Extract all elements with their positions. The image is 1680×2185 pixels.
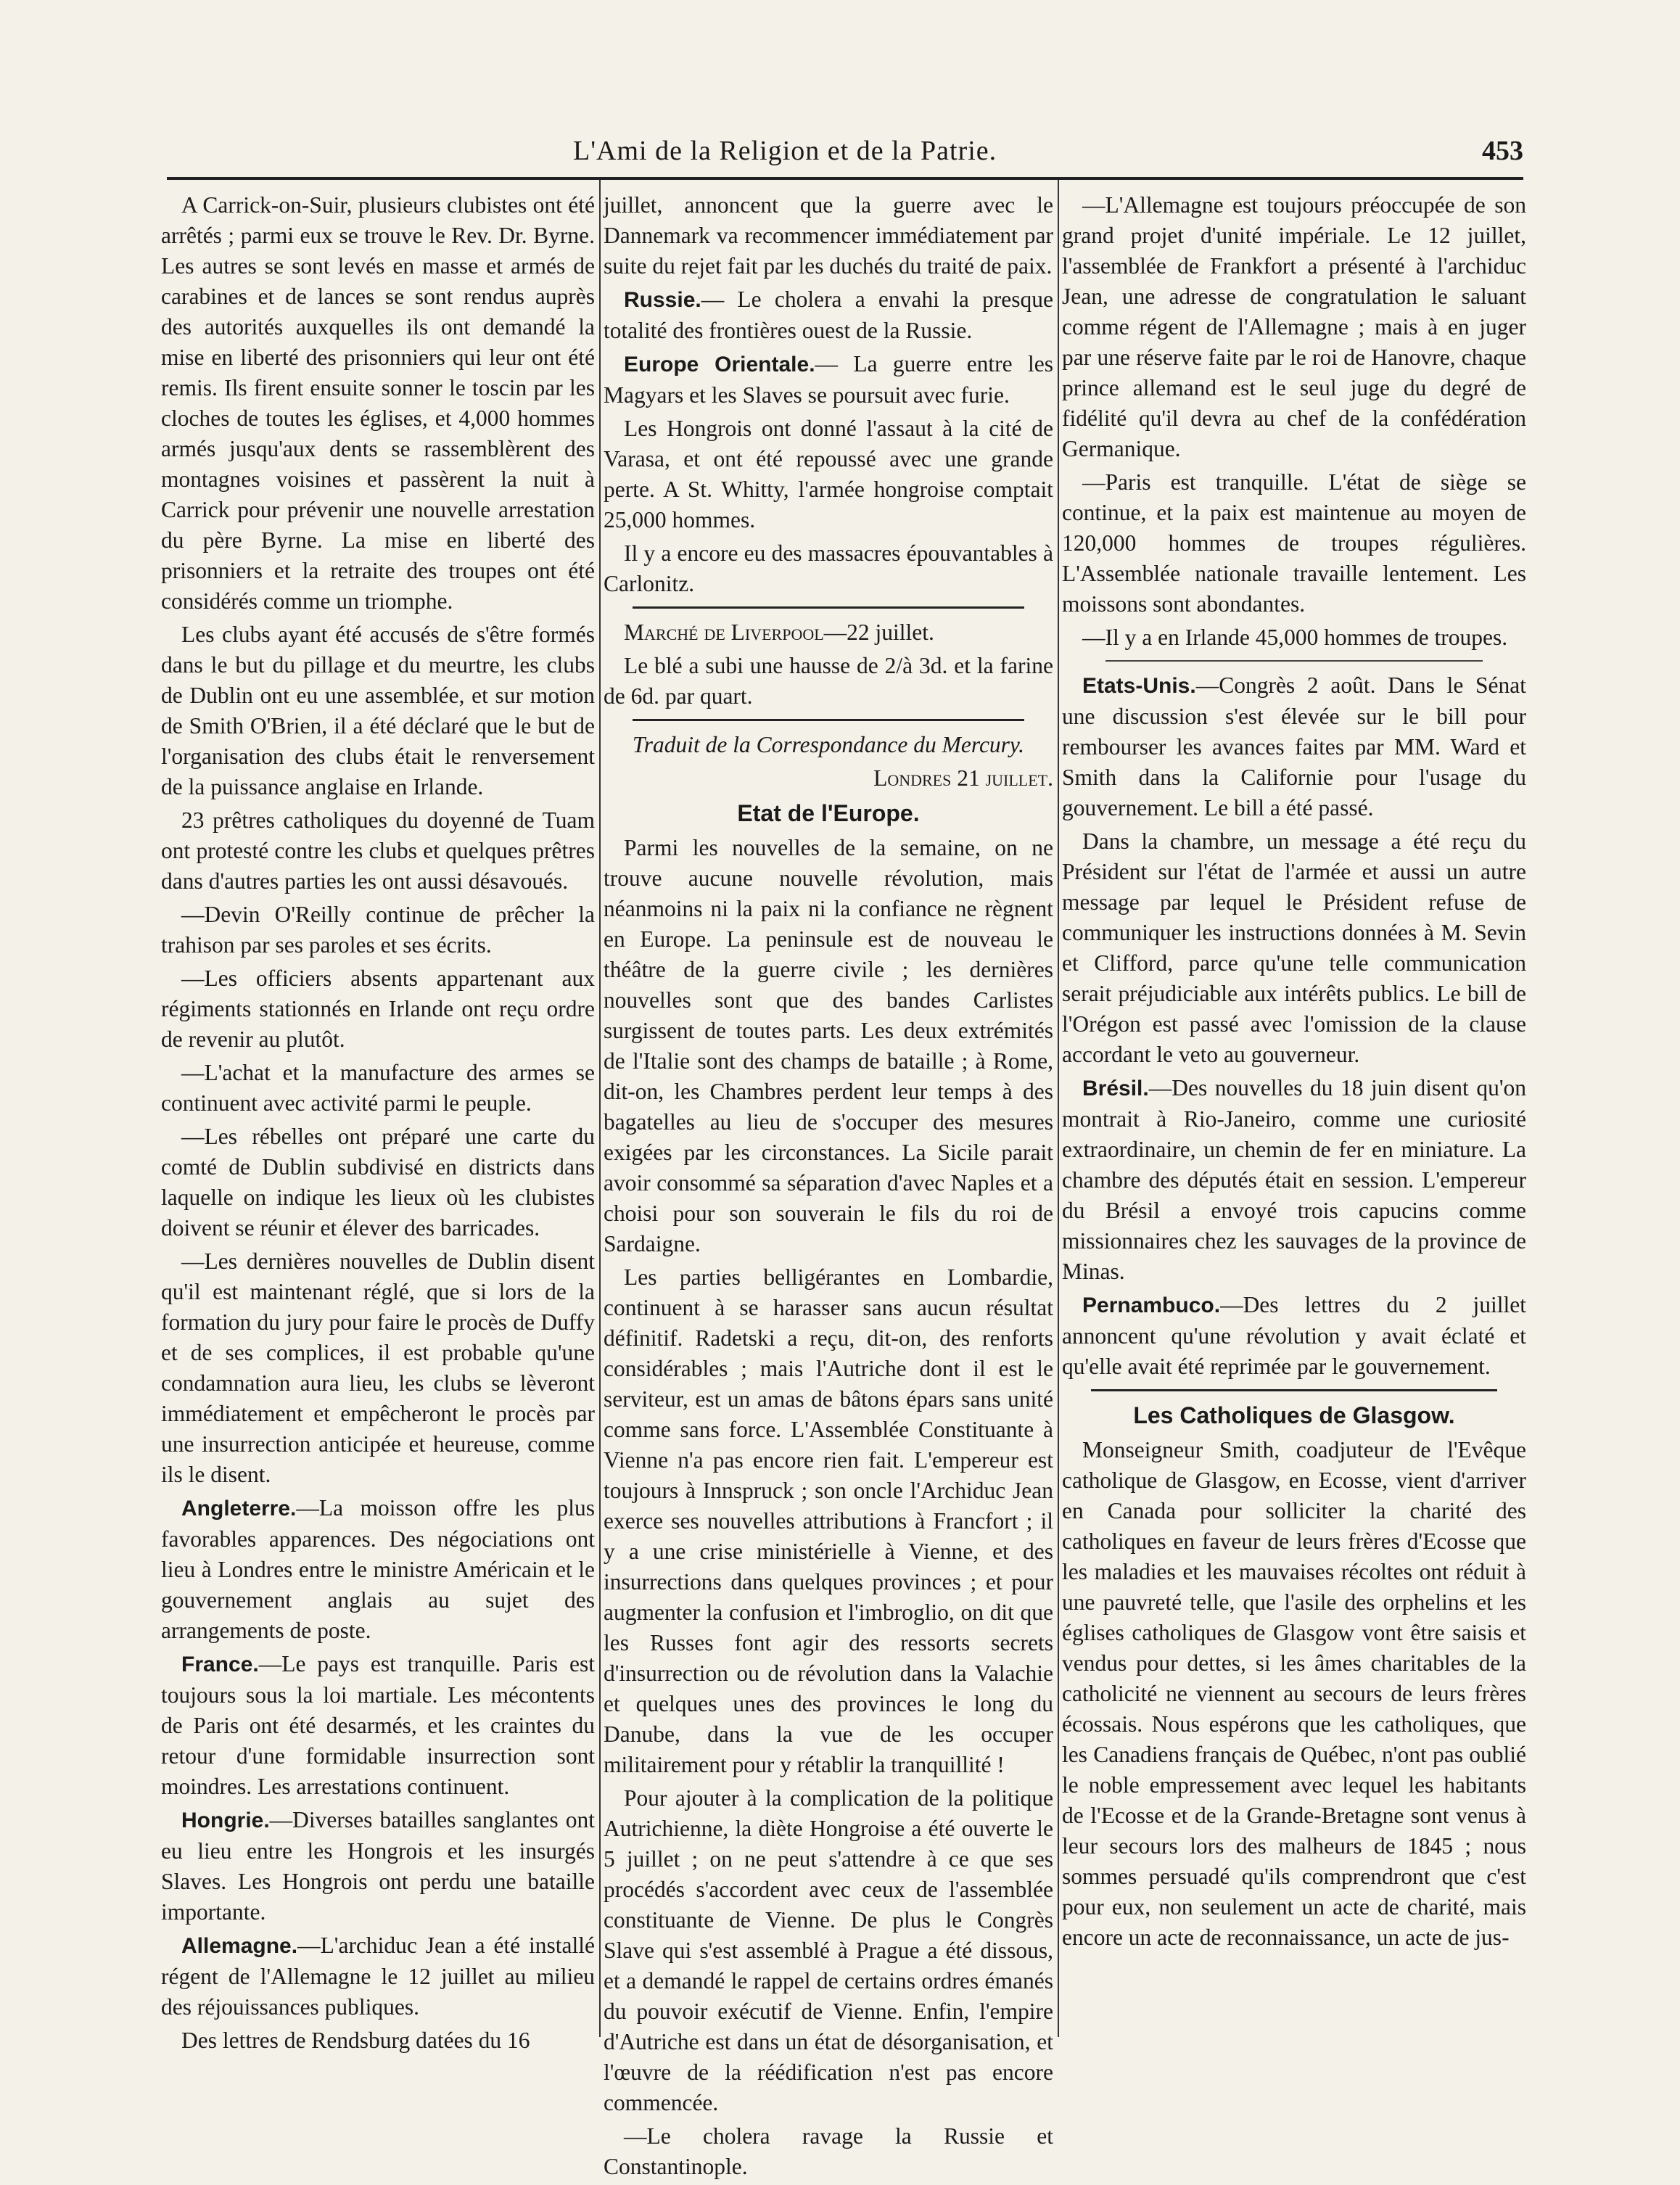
column-2 (604, 190, 1053, 2185)
market-date: —22 juillet. (823, 620, 934, 645)
section-heading: Europe Orientale. (624, 353, 815, 376)
paragraph: Les Hongrois ont donné l'assaut à la cité de Varasa, et ont été repoussé avec une grande perte. A St. Whitty, l'armée hongroise comptait 25,000 hommes. (604, 416, 1053, 532)
market-report (604, 617, 1053, 648)
section-rule (1105, 660, 1483, 662)
paragraph: —Il y a en Irlande 45,000 hommes de troupes. (1082, 625, 1508, 650)
market-heading: Marché de Liverpool (624, 620, 824, 645)
column-divider (599, 180, 601, 2037)
dateline: Londres 21 juillet. (873, 765, 1053, 791)
paragraph: Des lettres de Rendsburg datées du 16 (181, 2028, 530, 2053)
news-item-allemagne (161, 1930, 595, 2023)
news-item-bresil (1062, 1073, 1526, 1287)
news-text: — La guerre entre les Magyars et les Slaves se poursuit avec furie. (604, 351, 1053, 408)
news-text: —Diverses batailles sanglantes ont eu lieu entre les Hongrois et les insurgés Slaves. Les Hongrois ont perdu une bataille importante. (161, 1807, 595, 1925)
section-heading: Russie. (624, 288, 701, 312)
paragraph: Monseigneur Smith, coadjuteur de l'Evêque catholique de Glasgow, en Ecosse, vient d'arriver en Canada pour solliciter la charité des catholiques en faveur de leurs frères d'Ecosse que les maladies et les mauvaises récoltes ont réduit à une pauvreté telle, que l'asile des orphelins et les églises catholiques de Glasgow vont être saisis et vendus pour dettes, si les âmes charitables de la catholicité ne viennent au secours de leurs frères écossais. Nous espérons que les catholiques, que les Canadiens français de Québec, n'ont pas oublié le noble empressement avec lequel les habitants de l'Ecosse et de la Grande-Bretagne sont venus à leur secours lors des malheurs de 1845 ; nous sommes persuadé qu'ils comprendront que c'est pour eux, non seulement un acte de charité, mais encore un acte de reconnaissance, un acte de jus- (1062, 1437, 1526, 1950)
page-header (167, 135, 1523, 171)
section-heading: Pernambuco. (1082, 1293, 1221, 1317)
news-item-angleterre (161, 1493, 595, 1646)
paragraph: Pour ajouter à la complication de la politique Autrichienne, la diète Hongroise a été ouverte le 5 juillet ; on ne peut s'attendre à ce que ses procédés s'accordent avec ceux de l'assemblée constituante de Vienne. De plus le Congrès Slave qui s'est assemblé à Prague a été dissous, et a demandé le rappel de certains ordres émanés du pouvoir exécutif de Vienne. Enfin, l'empire d'Autriche est dans un état de désorganisation, et l'œuvre de la réédification n'est pas encore commencée. (604, 1785, 1053, 2115)
news-text: —Congrès 2 août. Dans le Sénat une discussion s'est élevée sur le bill pour rembourser les avances faites par MM. Ward et Smith dans la Californie pour l'usage du gouvernement. Le bill a été passé. (1062, 672, 1526, 820)
column-divider (1058, 180, 1059, 2037)
section-heading: Etats-Unis. (1082, 674, 1196, 698)
header-rule (167, 177, 1523, 180)
paragraph: —Paris est tranquille. L'état de siège se continue, et la paix est maintenue au moyen de 120,000 hommes de troupes régulières. L'Assemblée nationale travaille lentement. Les moissons sont abondantes. (1062, 469, 1526, 617)
paragraph: —Les officiers absents appartenant aux régiments stationnés en Irlande ont reçu ordre de revenir au plutôt. (161, 966, 595, 1052)
news-item-etats-unis (1062, 670, 1526, 823)
paragraph: Dans la chambre, un message a été reçu du Président sur l'état de l'armée et aussi un autre message par lequel le Président refuse de communiquer les instructions données à M. Sevin et Clifford, parce qu'une telle communication serait préjudiciable aux intérêts publics. Le bill de l'Orégon est passé avec l'omission de la clause accordant le veto au gouverneur. (1062, 828, 1526, 1067)
news-item-hongrie (161, 1805, 595, 1927)
news-text: —La moisson offre les plus favorables apparences. Des négociations ont lieu à Londres entre le ministre Américain et le gouvernement anglais au sujet des arrangements de poste. (161, 1495, 595, 1643)
news-text: —L'archiduc Jean a été installé régent de l'Allemagne le 12 juillet au milieu des réjouissances publiques. (161, 1933, 595, 2020)
news-item-russie (604, 284, 1053, 346)
paragraph: Les parties belligérantes en Lombardie, continuent à se harasser sans aucun résultat définitif. Radetski a reçu, dit-on, des renforts considérables ; mais l'Autriche dont il est le serviteur, est un amas de bâtons épars sans unité comme sans force. L'Assemblée Constituante à Vienne n'a pas encore rien fait. L'empereur est toujours à Innspruck ; son oncle l'Archiduc Jean exerce ses nouvelles attributions à Francfort ; il y a une crise ministérielle à Vienne, et des insurrections dans quelques provinces ; et pour augmenter la confusion et l'imbroglio, on dit que les Russes font agir des ressorts secrets d'insurrection ou de révolution dans la Valachie et quelques unes des provinces le long du Danube, dans la vue de les occuper militairement pour y rétablir la tranquillité ! (604, 1264, 1053, 1777)
news-text: —Des lettres du 2 juillet annoncent qu'une révolution y avait éclaté et qu'elle avait été reprimée par le gouvernement. (1062, 1292, 1526, 1379)
news-text: —Des nouvelles du 18 juin disent qu'on montrait à Rio-Janeiro, comme une curiosité extraordinaire, un chemin de fer en miniature. La chambre des députés était en session. L'empereur du Brésil a envoyé trois capucins comme missionnaires chez les sauvages de la province de Minas. (1062, 1075, 1526, 1284)
section-heading: France. (181, 1653, 259, 1676)
section-rule (633, 719, 1024, 721)
section-rule (1091, 1389, 1497, 1391)
paragraph: Le blé a subi une hausse de 2/à 3d. et la farine de 6d. par quart. (604, 653, 1053, 709)
paragraph: —Les dernières nouvelles de Dublin disent qu'il est maintenant réglé, que si lors de la formation du jury pour faire le procès de Duffy et de ses complices, il est probable qu'une condamnation aura lieu, les clubs se lèveront immédiatement et empêcheront le procès par une insurrection anticipée et heureuse, comme ils le disent. (161, 1248, 595, 1487)
section-heading: Hongrie. (181, 1809, 270, 1832)
section-title: Etat de l'Europe. (737, 800, 920, 826)
paragraph: Parmi les nouvelles de la semaine, on ne trouve aucune nouvelle révolution, mais néanmoins ni la paix ni la confiance ne règnent en Europe. La peninsule est de nouveau le théâtre de la guerre civile ; les dernières nouvelles sont que des bandes Carlistes surgissent de toutes parts. Les deux extrémités de l'Italie sont des champs de bataille ; à Rome, dit-on, les Chambres perdent leur temps à des bagatelles au lieu de s'occuper des mesures exigées par les circonstances. La Sicile parait avoir consommé sa séparation d'avec Naples et a choisi pour son souverain le fils du roi de Sardaigne. (604, 835, 1053, 1256)
news-item-pernambuco (1062, 1290, 1526, 1382)
section-title: Les Catholiques de Glasgow. (1133, 1402, 1455, 1428)
newspaper-title: L'Ami de la Religion et de la Patrie. (573, 136, 997, 166)
section-heading: Allemagne. (181, 1934, 298, 1958)
column-1 (161, 190, 595, 2059)
paragraph: juillet, annoncent que la guerre avec le Dannemark va recommencer immédiatement par suite du rejet fait par les duchés du traité de paix. (604, 192, 1053, 279)
paragraph: —Les rébelles ont préparé une carte du comté de Dublin subdivisé en districts dans laquelle on indique les lieux où les clubistes doivent se réunir et élever des barricades. (161, 1124, 595, 1240)
paragraph: —L'achat et la manufacture des armes se continuent avec activité parmi le peuple. (161, 1060, 595, 1116)
paragraph: —L'Allemagne est toujours préoccupée de son grand projet d'unité impériale. Le 12 juillet, l'assemblée de Frankfort a présenté à l'archiduc Jean, une adresse de congratulation le saluant comme régent de l'Allemagne ; mais à en juger par une réserve faite par le roi de Hanovre, chaque prince allemand est le seul juge du degré de fidélité qu'il devra au chef de la confédération Germanique. (1062, 192, 1526, 461)
news-text: — Le cholera a envahi la presque totalité des frontières ouest de la Russie. (604, 287, 1053, 343)
news-text: —Le pays est tranquille. Paris est toujours sous la loi martiale. Les mécontents de Paris ont été desarmés, et les craintes du retour d'une formidable insurrection sont moindres. Les arrestations continuent. (161, 1651, 595, 1799)
news-item-france (161, 1649, 595, 1802)
news-item-europe-orientale (604, 349, 1053, 411)
paragraph: Il y a encore eu des massacres épouvantables à Carlonitz. (604, 540, 1053, 596)
paragraph: 23 prêtres catholiques du doyenné de Tuam ont protesté contre les clubs et quelques prêtres dans d'autres parties les ont aussi désavoués. (161, 807, 595, 894)
page-number: 453 (1482, 136, 1523, 166)
section-rule (633, 606, 1024, 609)
paragraph: Les clubs ayant été accusés de s'être formés dans le but du pillage et du meurtre, les clubs de Dublin ont eu une assemblée, et sur motion de Smith O'Brien, il a été déclaré que le but de l'organisation des clubs était le renversement de la puissance anglaise en Irlande. (161, 622, 595, 799)
section-heading: Angleterre. (181, 1497, 297, 1521)
column-3 (1062, 190, 1526, 1956)
paragraph: —Devin O'Reilly continue de prêcher la trahison par ses paroles et ses écrits. (161, 902, 595, 958)
section-heading: Brésil. (1082, 1077, 1149, 1100)
translation-credit: Traduit de la Correspondance du Mercury. (632, 732, 1025, 757)
paragraph: A Carrick-on-Suir, plusieurs clubistes ont été arrêtés ; parmi eux se trouve le Rev. Dr. Byrne. Les autres se sont levés en masse et armés de carabines et de lances se sont rendus auprès des autorités auxquelles ils ont demandé la mise en liberté des prisonniers qui leur ont été remis. Ils firent ensuite sonner le toscin par les cloches de toutes les églises, et 4,000 hommes armés jusqu'aux dents se rassemblèrent des montagnes voisines et passèrent la nuit à Carrick pour prévenir une nouvelle arrestation du père Byrne. La mise en liberté des prisonniers et la retraite des troupes ont été considérés comme un triomphe. (161, 192, 595, 614)
paragraph: —Le cholera ravage la Russie et Constantinople. (604, 2123, 1053, 2179)
